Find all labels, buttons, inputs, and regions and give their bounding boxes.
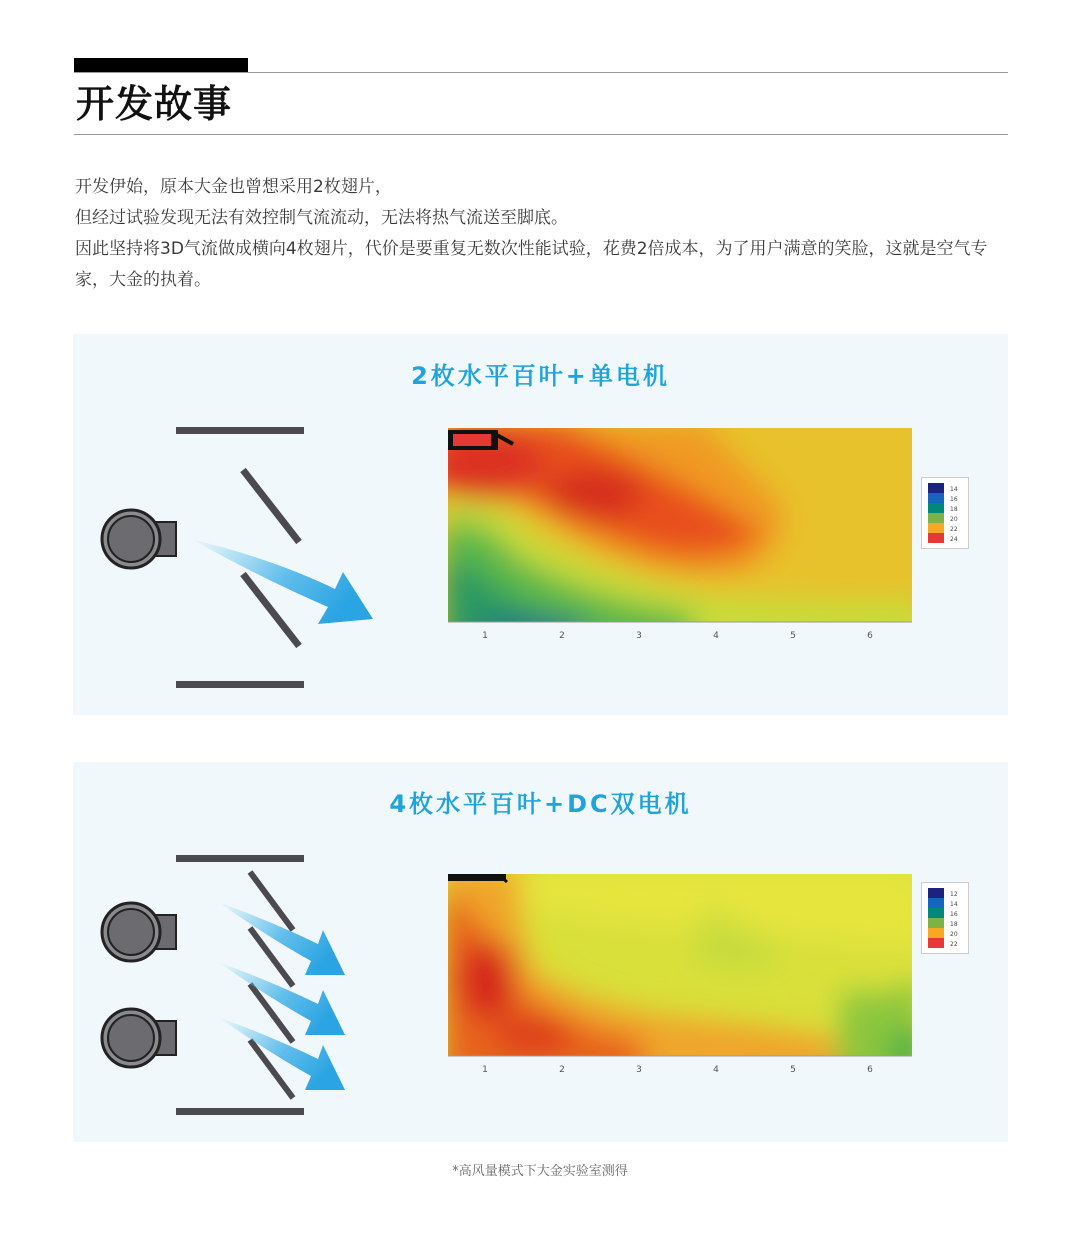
color-legend [921, 882, 969, 954]
x-tick-label: 3 [636, 631, 642, 641]
x-tick-label: 1 [482, 631, 488, 641]
legend-label: 24 [950, 536, 958, 543]
duct-bottom-line [176, 681, 304, 688]
duct-top-line [176, 427, 304, 434]
motor-icon [102, 510, 176, 568]
legend-swatch [928, 898, 944, 908]
title-rule [74, 134, 1008, 135]
temperature-heatmap [443, 870, 923, 1085]
legend-label: 12 [950, 891, 958, 898]
legend-label: 18 [950, 921, 958, 928]
legend-label: 18 [950, 506, 958, 513]
louver-blade [243, 470, 299, 542]
legend-label: 14 [950, 486, 958, 493]
x-tick-label: 6 [867, 1065, 873, 1075]
motor-icon [102, 1009, 176, 1067]
x-axis [448, 1056, 912, 1075]
comparison-panel-2-louvers [73, 334, 1008, 715]
duct-top-line [176, 855, 304, 862]
x-tick-label: 4 [713, 1065, 719, 1075]
intro-line: 但经过试验发现无法有效控制气流流动，无法将热气流送至脚底。 [75, 208, 568, 228]
duct-bottom-line [176, 1108, 304, 1115]
legend-swatch [928, 523, 944, 533]
legend-swatch [928, 918, 944, 928]
x-tick-label: 2 [559, 631, 565, 641]
legend-label: 20 [950, 516, 958, 523]
intro-line: 开发伊始，原本大金也曾想采用2枚翅片， [75, 177, 392, 197]
legend-label: 20 [950, 931, 958, 938]
legend-swatch [928, 938, 944, 948]
x-axis [448, 622, 912, 641]
page-title: 开发故事 [76, 82, 233, 126]
intro-line: 因此坚持将3D气流做成横向4枚翅片，代价是要重复无数次性能试验，花费2倍成本，为了用户满意的笑脸，这就是空气专家，大金的执着。 [75, 239, 988, 290]
legend-label: 22 [950, 941, 958, 948]
legend-label: 14 [950, 901, 958, 908]
x-tick-label: 2 [559, 1065, 565, 1075]
legend-label: 16 [950, 496, 958, 503]
legend-swatch [928, 928, 944, 938]
top-rule [74, 72, 1008, 73]
comparison-panel-4-louvers [73, 762, 1008, 1142]
color-legend [921, 477, 969, 549]
panel-title: 4枚水平百叶+DC双电机 [389, 790, 692, 818]
legend-swatch [928, 503, 944, 513]
legend-swatch [928, 908, 944, 918]
legend-swatch [928, 493, 944, 503]
x-tick-label: 3 [636, 1065, 642, 1075]
motor-icon [102, 903, 176, 961]
temperature-heatmap [443, 424, 923, 654]
top-bar [74, 58, 248, 73]
x-tick-label: 4 [713, 631, 719, 641]
x-tick-label: 1 [482, 1065, 488, 1075]
x-tick-label: 5 [790, 631, 796, 641]
legend-label: 16 [950, 911, 958, 918]
louver-illustration [73, 762, 403, 1142]
airflow-arrow-icon [191, 539, 373, 624]
x-tick-label: 6 [867, 631, 873, 641]
intro-paragraph [75, 172, 1005, 296]
louver-illustration [73, 334, 403, 715]
legend-swatch [928, 888, 944, 898]
legend-swatch [928, 533, 944, 543]
panel-title: 2枚水平百叶+单电机 [411, 362, 670, 390]
x-tick-label: 5 [790, 1065, 796, 1075]
legend-swatch [928, 483, 944, 493]
legend-label: 22 [950, 526, 958, 533]
footnote: *高风量模式下大金实验室测得 [452, 1164, 628, 1179]
legend-swatch [928, 513, 944, 523]
